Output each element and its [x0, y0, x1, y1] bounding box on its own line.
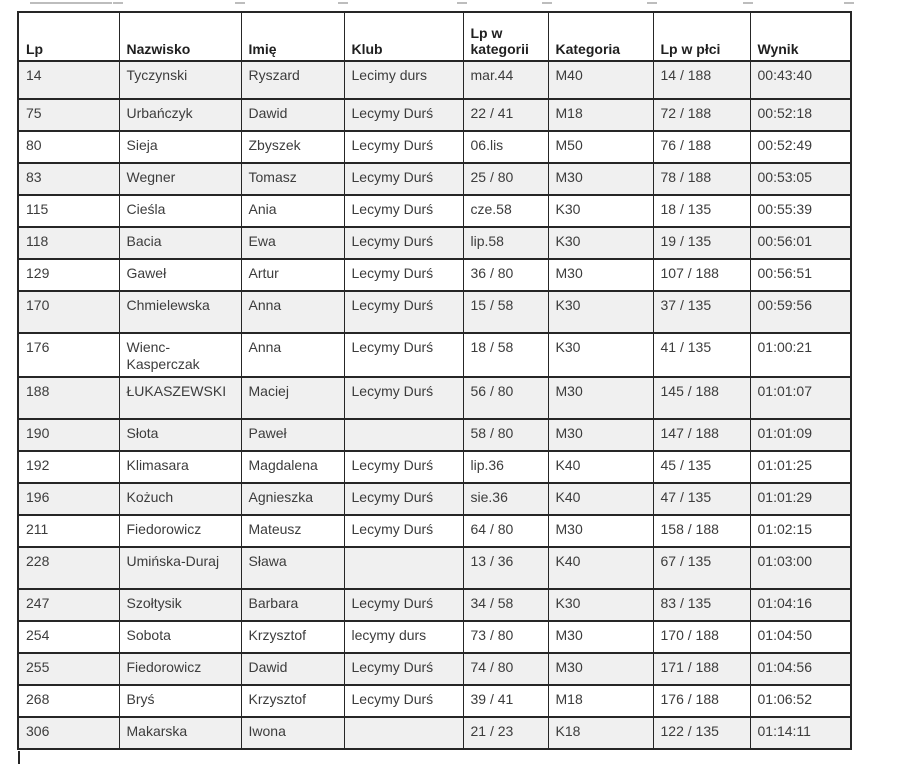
- cell-lp-w-kategorii: 73 / 80: [463, 621, 548, 653]
- cell-klub: Lecymy Durś: [344, 291, 463, 333]
- cell-kategoria: M30: [548, 419, 653, 451]
- cell-lp-w-kategorii: 13 / 36: [463, 547, 548, 589]
- cell-klub: [344, 717, 463, 749]
- cell-lp: 170: [18, 291, 119, 333]
- table-row: [18, 61, 851, 99]
- cell-wynik: 00:52:49: [750, 131, 851, 163]
- cell-imie: Mateusz: [241, 515, 344, 547]
- cell-kategoria: K18: [548, 717, 653, 749]
- cell-lp: 306: [18, 717, 119, 749]
- cell-klub: Lecymy Durś: [344, 333, 463, 377]
- cell-imie: Agnieszka: [241, 483, 344, 515]
- cell-kategoria: K40: [548, 547, 653, 589]
- table-row: [18, 483, 851, 515]
- cell-nazwisko: Fiedorowicz: [119, 515, 241, 547]
- cell-lp-w-kategorii: lip.58: [463, 227, 548, 259]
- cell-lp: 255: [18, 653, 119, 685]
- cell-lp: 118: [18, 227, 119, 259]
- cell-lp-w-kategorii: 36 / 80: [463, 259, 548, 291]
- column-header-lp-w-plci: Lp w płci: [653, 12, 750, 61]
- cell-lp-w-plci: 171 / 188: [653, 653, 750, 685]
- cell-imie: Anna: [241, 291, 344, 333]
- cell-kategoria: K30: [548, 291, 653, 333]
- cell-lp-w-plci: 122 / 135: [653, 717, 750, 749]
- cell-kategoria: M30: [548, 515, 653, 547]
- cell-nazwisko: Bryś: [119, 685, 241, 717]
- cell-lp-w-plci: 78 / 188: [653, 163, 750, 195]
- cell-imie: Anna: [241, 333, 344, 377]
- cell-kategoria: K30: [548, 589, 653, 621]
- cell-nazwisko: Klimasara: [119, 451, 241, 483]
- cell-lp-w-plci: 145 / 188: [653, 377, 750, 419]
- cell-kategoria: M40: [548, 61, 653, 99]
- cell-lp-w-plci: 170 / 188: [653, 621, 750, 653]
- cell-lp-w-kategorii: 74 / 80: [463, 653, 548, 685]
- cell-lp: 75: [18, 99, 119, 131]
- cell-imie: Ryszard: [241, 61, 344, 99]
- cell-klub: [344, 547, 463, 589]
- cell-nazwisko: Tyczynski: [119, 61, 241, 99]
- cell-imie: Dawid: [241, 99, 344, 131]
- cell-imie: Barbara: [241, 589, 344, 621]
- cropped-row-remnant-tick: [542, 2, 552, 4]
- cell-klub: Lecymy Durś: [344, 131, 463, 163]
- cell-lp-w-kategorii: cze.58: [463, 195, 548, 227]
- cell-imie: Artur: [241, 259, 344, 291]
- cell-wynik: 01:06:52: [750, 685, 851, 717]
- cropped-row-remnant-tick: [844, 2, 854, 4]
- cell-kategoria: M30: [548, 653, 653, 685]
- cell-imie: Sława: [241, 547, 344, 589]
- table-row: [18, 717, 851, 749]
- cell-lp-w-kategorii: lip.36: [463, 451, 548, 483]
- table-row: [18, 291, 851, 333]
- cell-imie: Maciej: [241, 377, 344, 419]
- cropped-row-remnant-tick: [113, 2, 123, 4]
- cell-wynik: 00:56:51: [750, 259, 851, 291]
- cell-lp-w-plci: 41 / 135: [653, 333, 750, 377]
- cell-lp-w-kategorii: 58 / 80: [463, 419, 548, 451]
- cell-imie: Ania: [241, 195, 344, 227]
- table-row: [18, 589, 851, 621]
- cell-kategoria: M30: [548, 621, 653, 653]
- cell-lp: 83: [18, 163, 119, 195]
- cell-wynik: 01:01:07: [750, 377, 851, 419]
- cell-klub: Lecymy Durś: [344, 483, 463, 515]
- cell-lp-w-plci: 76 / 188: [653, 131, 750, 163]
- cell-wynik: 01:14:11: [750, 717, 851, 749]
- table-row: [18, 685, 851, 717]
- cell-wynik: 01:04:56: [750, 653, 851, 685]
- cell-imie: Krzysztof: [241, 621, 344, 653]
- cell-lp-w-kategorii: 21 / 23: [463, 717, 548, 749]
- cell-lp-w-kategorii: mar.44: [463, 61, 548, 99]
- cell-lp: 192: [18, 451, 119, 483]
- table-row: [18, 227, 851, 259]
- cell-nazwisko: Makarska: [119, 717, 241, 749]
- cell-nazwisko: Fiedorowicz: [119, 653, 241, 685]
- cell-wynik: 01:01:09: [750, 419, 851, 451]
- table-row: [18, 99, 851, 131]
- cell-klub: lecymy durs: [344, 621, 463, 653]
- cell-klub: Lecymy Durś: [344, 685, 463, 717]
- cell-wynik: 00:43:40: [750, 61, 851, 99]
- cell-lp-w-plci: 83 / 135: [653, 589, 750, 621]
- cell-lp: 228: [18, 547, 119, 589]
- table-row: [18, 333, 851, 377]
- cropped-next-row-left-border: [18, 751, 20, 764]
- table-row: [18, 377, 851, 419]
- cell-nazwisko: Kożuch: [119, 483, 241, 515]
- cell-kategoria: K40: [548, 451, 653, 483]
- cell-lp-w-plci: 158 / 188: [653, 515, 750, 547]
- cell-imie: Iwona: [241, 717, 344, 749]
- cell-lp: 176: [18, 333, 119, 377]
- column-header-lp-w-kategorii: Lp w kategorii: [463, 12, 548, 61]
- table-row: [18, 259, 851, 291]
- cropped-row-remnant-tick: [30, 2, 112, 4]
- cell-lp-w-plci: 107 / 188: [653, 259, 750, 291]
- cell-nazwisko: Szołtysik: [119, 589, 241, 621]
- column-header-nazwisko: Nazwisko: [119, 12, 241, 61]
- cell-imie: Ewa: [241, 227, 344, 259]
- cell-lp-w-plci: 45 / 135: [653, 451, 750, 483]
- cell-lp-w-plci: 37 / 135: [653, 291, 750, 333]
- cell-nazwisko: Urbańczyk: [119, 99, 241, 131]
- cell-imie: Magdalena: [241, 451, 344, 483]
- cell-nazwisko: Gaweł: [119, 259, 241, 291]
- table-row: [18, 547, 851, 589]
- cell-lp-w-kategorii: 22 / 41: [463, 99, 548, 131]
- table-row: [18, 653, 851, 685]
- cell-nazwisko: Umińska-Duraj: [119, 547, 241, 589]
- column-header-imie: Imię: [241, 12, 344, 61]
- cropped-row-remnant-tick: [457, 2, 467, 4]
- cell-lp-w-plci: 176 / 188: [653, 685, 750, 717]
- cell-lp-w-kategorii: 34 / 58: [463, 589, 548, 621]
- cell-lp: 196: [18, 483, 119, 515]
- cell-wynik: 01:01:25: [750, 451, 851, 483]
- cell-klub: Lecymy Durś: [344, 451, 463, 483]
- cell-wynik: 01:04:16: [750, 589, 851, 621]
- cell-lp: 80: [18, 131, 119, 163]
- cell-lp-w-plci: 47 / 135: [653, 483, 750, 515]
- cell-imie: Dawid: [241, 653, 344, 685]
- cell-klub: Lecymy Durś: [344, 163, 463, 195]
- cell-kategoria: M30: [548, 377, 653, 419]
- cell-lp: 14: [18, 61, 119, 99]
- cell-nazwisko: Sobota: [119, 621, 241, 653]
- cell-imie: Paweł: [241, 419, 344, 451]
- cell-kategoria: K30: [548, 227, 653, 259]
- table-header: [18, 12, 851, 61]
- cell-wynik: 01:04:50: [750, 621, 851, 653]
- table-row: [18, 195, 851, 227]
- cell-nazwisko: Bacia: [119, 227, 241, 259]
- cell-klub: Lecymy Durś: [344, 377, 463, 419]
- table-row: [18, 419, 851, 451]
- cell-lp: 268: [18, 685, 119, 717]
- cell-lp: 129: [18, 259, 119, 291]
- cell-lp: 211: [18, 515, 119, 547]
- cell-lp-w-kategorii: 56 / 80: [463, 377, 548, 419]
- cell-lp-w-kategorii: sie.36: [463, 483, 548, 515]
- cell-kategoria: K30: [548, 333, 653, 377]
- cell-lp: 115: [18, 195, 119, 227]
- cell-nazwisko: Cieśla: [119, 195, 241, 227]
- table-row: [18, 621, 851, 653]
- column-header-kategoria: Kategoria: [548, 12, 653, 61]
- table-row: [18, 163, 851, 195]
- cell-nazwisko: ŁUKASZEWSKI: [119, 377, 241, 419]
- cell-lp-w-plci: 18 / 135: [653, 195, 750, 227]
- cell-kategoria: M30: [548, 259, 653, 291]
- cell-kategoria: M30: [548, 163, 653, 195]
- cell-klub: Lecymy Durś: [344, 589, 463, 621]
- cell-klub: Lecymy Durś: [344, 195, 463, 227]
- cell-imie: Tomasz: [241, 163, 344, 195]
- table-row: [18, 515, 851, 547]
- column-header-wynik: Wynik: [750, 12, 851, 61]
- cell-wynik: 01:03:00: [750, 547, 851, 589]
- race-results-table: [17, 11, 852, 750]
- cell-klub: Lecymy Durś: [344, 515, 463, 547]
- cell-imie: Zbyszek: [241, 131, 344, 163]
- cell-lp-w-plci: 147 / 188: [653, 419, 750, 451]
- cell-klub: Lecymy Durś: [344, 99, 463, 131]
- cell-nazwisko: Słota: [119, 419, 241, 451]
- cell-lp-w-plci: 14 / 188: [653, 61, 750, 99]
- cell-imie: Krzysztof: [241, 685, 344, 717]
- cell-nazwisko: Wienc-Kasperczak: [119, 333, 241, 377]
- cell-lp-w-kategorii: 15 / 58: [463, 291, 548, 333]
- cell-lp-w-kategorii: 39 / 41: [463, 685, 548, 717]
- cell-klub: Lecymy Durś: [344, 653, 463, 685]
- header-row: [18, 12, 851, 61]
- cell-lp-w-kategorii: 06.lis: [463, 131, 548, 163]
- cell-nazwisko: Wegner: [119, 163, 241, 195]
- cell-lp-w-kategorii: 25 / 80: [463, 163, 548, 195]
- cell-wynik: 00:55:39: [750, 195, 851, 227]
- cell-wynik: 01:01:29: [750, 483, 851, 515]
- cell-lp: 247: [18, 589, 119, 621]
- column-header-klub: Klub: [344, 12, 463, 61]
- column-header-lp: Lp: [18, 12, 119, 61]
- cropped-row-remnant-tick: [647, 2, 657, 4]
- cell-wynik: 00:56:01: [750, 227, 851, 259]
- cell-lp: 188: [18, 377, 119, 419]
- cell-lp: 190: [18, 419, 119, 451]
- cell-lp-w-plci: 72 / 188: [653, 99, 750, 131]
- cropped-row-remnant-tick: [743, 2, 753, 4]
- cropped-row-remnant-tick: [338, 2, 348, 4]
- cell-kategoria: M50: [548, 131, 653, 163]
- table-row: [18, 131, 851, 163]
- cell-wynik: 01:00:21: [750, 333, 851, 377]
- cell-klub: Lecymy Durś: [344, 227, 463, 259]
- cell-klub: Lecimy durs: [344, 61, 463, 99]
- cropped-row-remnant-tick: [235, 2, 245, 4]
- cell-kategoria: K30: [548, 195, 653, 227]
- cell-lp-w-plci: 67 / 135: [653, 547, 750, 589]
- cell-nazwisko: Sieja: [119, 131, 241, 163]
- cell-wynik: 00:52:18: [750, 99, 851, 131]
- cell-wynik: 00:53:05: [750, 163, 851, 195]
- cell-kategoria: K40: [548, 483, 653, 515]
- cell-lp-w-kategorii: 64 / 80: [463, 515, 548, 547]
- cell-kategoria: M18: [548, 685, 653, 717]
- cell-lp: 254: [18, 621, 119, 653]
- cell-nazwisko: Chmielewska: [119, 291, 241, 333]
- cell-klub: [344, 419, 463, 451]
- cell-wynik: 01:02:15: [750, 515, 851, 547]
- cell-kategoria: M18: [548, 99, 653, 131]
- table-row: [18, 451, 851, 483]
- cell-wynik: 00:59:56: [750, 291, 851, 333]
- cell-klub: Lecymy Durś: [344, 259, 463, 291]
- cell-lp-w-kategorii: 18 / 58: [463, 333, 548, 377]
- cell-lp-w-plci: 19 / 135: [653, 227, 750, 259]
